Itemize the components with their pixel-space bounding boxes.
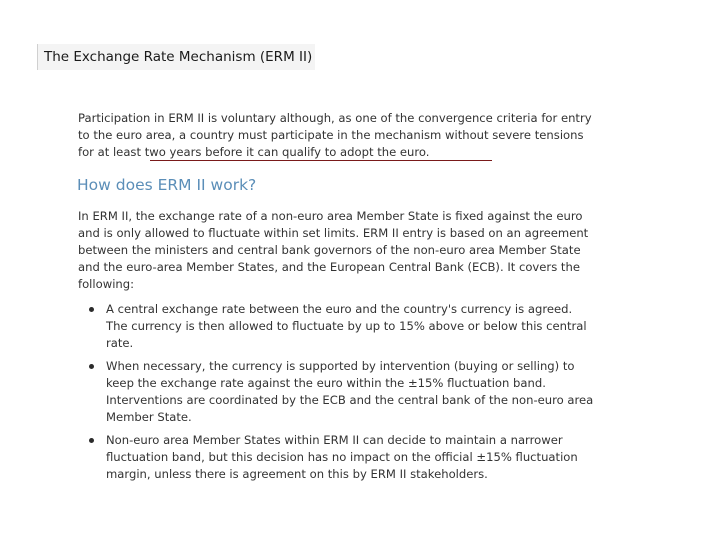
bullet-icon [89, 364, 94, 369]
section-heading: How does ERM II work? [77, 176, 257, 194]
title-bar [37, 44, 315, 70]
list-item-text: A central exchange rate between the euro and the country's currency is agreed. The currency is then allowed to fluctuate by up to 15% above or below this central rate. [106, 302, 587, 350]
section-body: In ERM II, the exchange rate of a non-euro area Member State is fixed against the euro and is only allowed to fluctuate within set limits. ERM II entry is based on an agreement between the ministers and central bank governors of the non-euro area Member State and the euro-area Member States, and the European Central Bank (ECB). It covers the following: [78, 209, 589, 291]
list-item-text: Non-euro area Member States within ERM II can decide to maintain a narrower fluctuation band, but this decision has no impact on the official ±15% fluctuation margin, unless there is agreement on this by ERM II stakeholders. [106, 433, 578, 481]
list-item [88, 301, 594, 352]
page-title: The Exchange Rate Mechanism (ERM II) [44, 49, 313, 65]
bullet-icon [89, 307, 94, 312]
intro-paragraph-container [78, 110, 598, 161]
list-item [88, 432, 594, 483]
bullet-icon [89, 438, 94, 443]
section-body-container [78, 208, 598, 293]
list-item [88, 358, 594, 426]
bullet-list [88, 301, 594, 489]
intro-paragraph: Participation in ERM II is voluntary although, as one of the convergence criteria for entry to the euro area, a country must participate in the mechanism without severe tensions for at least two years before it can qualify to adopt the euro. [78, 111, 592, 159]
list-item-text: When necessary, the currency is supported by intervention (buying or selling) to keep the exchange rate against the euro within the ±15% fluctuation band. Interventions are coordinated by the ECB and the central bank of the non-euro area Member State. [106, 359, 594, 424]
highlight-underline [150, 160, 492, 161]
